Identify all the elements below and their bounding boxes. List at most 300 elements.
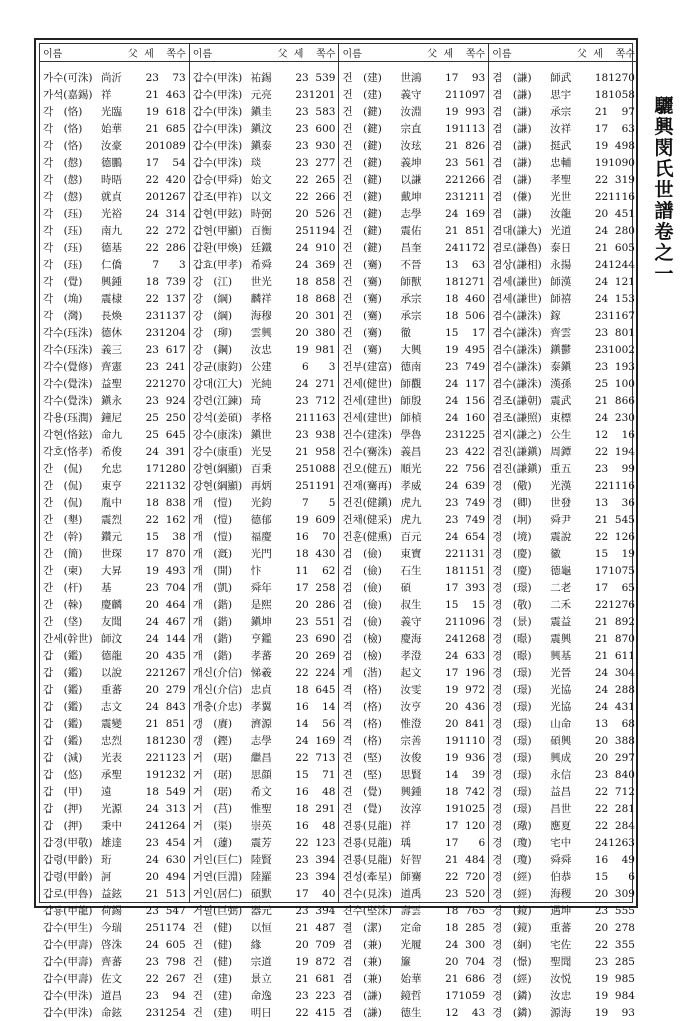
generation: 17 [594,122,609,135]
page-number: 493 [165,564,186,577]
father-name: 忠輔 [550,157,572,169]
father-name: 汝龍 [550,208,572,220]
index-row [339,902,488,919]
generation: 24 [145,445,159,458]
father-name: 忭 [250,565,262,577]
page-number: 153 [614,292,635,305]
generation: 19 [295,513,309,526]
person-name: 건오(健五) [342,463,392,475]
generation: 19 [145,105,159,118]
person-name: 건 (鍵) [342,106,382,118]
generation: 16 [594,853,609,866]
page-number: 388 [614,734,635,747]
page-number: 288 [614,683,635,696]
column-header [40,44,189,62]
generation: 23 [295,71,309,84]
generation: 24 [594,700,609,713]
page-number: 1271 [458,275,486,288]
father-name: 是熙 [250,599,272,611]
generation: 22 [295,836,309,849]
page-number: 467 [165,615,186,628]
index-row [190,409,339,426]
person-name: 건 (鍵) [342,191,382,203]
header-name: 이름 [43,49,63,60]
generation: 21 [445,972,459,985]
person-name: 검 (儉) [342,582,382,594]
page-number: 686 [465,972,486,985]
father-name: 昌奎 [400,242,422,254]
title-char: 驪 [654,95,674,117]
father-name: 震佑 [400,225,422,237]
generation: 17 [295,581,309,594]
person-name: 각 (覺) [43,276,83,288]
person-name: 건채(健采) [342,514,392,526]
generation: 25 [295,224,309,237]
father-name: 汝淳 [400,803,422,815]
index-row [489,545,638,562]
father-name: 訶 [101,871,112,883]
index-row [190,426,339,443]
father-name: 命逸 [250,990,272,1002]
father-name: 二老 [550,582,572,594]
father-name: 舜年 [250,582,272,594]
generation: 25 [295,462,309,475]
generation: 20 [295,326,309,339]
index-row [40,579,189,596]
index-row [339,171,488,188]
father-name: 雄達 [101,837,122,849]
index-row [339,358,488,375]
person-name: 겸조(謙朝) [492,395,542,407]
index-row [489,154,638,171]
page-number: 56 [322,717,336,730]
generation: 19 [445,802,459,815]
page-number: 801 [614,326,635,339]
page-number: 713 [315,751,336,764]
person-name: 경 (璟) [492,684,532,696]
generation: 15 [145,530,159,543]
page-number: 958 [315,445,336,458]
generation: 22 [145,513,159,526]
generation: 21 [145,88,159,101]
person-name: 검 (儉) [342,548,382,560]
father-name: 師獸 [400,276,422,288]
person-name: 갑경(甲敬) [43,837,93,849]
generation: 18 [295,547,309,560]
index-row [40,477,189,494]
index-row [40,307,189,324]
index-row [339,919,488,936]
header-generation: 세 [593,49,603,60]
generation: 19 [594,1006,609,1019]
index-row [339,698,488,715]
father-name: 遇坤 [550,905,572,917]
generation: 18 [145,496,159,509]
page-frame [34,38,638,1019]
generation: 17 [445,666,459,679]
page-number: 720 [465,870,486,883]
generation: 23 [594,343,609,356]
index-row [339,392,488,409]
person-name: 경 (鏡) [492,922,532,934]
generation: 18 [295,275,309,288]
person-name: 경 (儆) [492,480,532,492]
father-name: 景立 [250,973,272,985]
page-number: 1059 [458,989,486,1002]
page-number: 285 [465,921,486,934]
father-name: 泰鎭 [550,361,572,373]
father-name: 德龍 [101,650,122,662]
page-number: 938 [315,428,336,441]
father-name: 思賢 [400,769,422,781]
index-row [489,630,638,647]
father-name: 孝格 [250,412,272,424]
father-name: 周鐔 [550,446,572,458]
person-name: 겸수(謙洙) [492,310,542,322]
index-row [489,460,638,477]
generation: 22 [445,547,459,560]
index-row [190,902,339,919]
generation: 23 [445,156,459,169]
father-name: 光表 [101,752,122,764]
generation: 23 [295,139,309,152]
father-name: 震芳 [250,837,272,849]
index-row [40,103,189,120]
index-row [489,69,638,86]
generation: 24 [445,938,459,951]
father-name: 鑽元 [101,531,122,543]
person-name: 건 (建) [342,72,382,84]
index-row [190,86,339,103]
index-row [489,596,638,613]
index-row [190,970,339,987]
person-name: 겸 (謙) [492,123,532,135]
generation: 17 [445,819,459,832]
page-number: 277 [315,156,336,169]
page-number: 851 [165,717,186,730]
page-number: 985 [614,972,635,985]
person-name: 거 (莒) [192,803,233,815]
header-father: 父 [427,49,438,60]
page-number: 17 [471,326,486,339]
page-number: 431 [614,700,635,713]
person-name: 개 (開) [192,565,233,577]
index-row [40,732,189,749]
generation: 16 [295,819,309,832]
generation: 17 [594,581,609,594]
father-name: 定命 [400,922,422,934]
header-name: 이름 [492,49,512,60]
generation: 20 [594,734,609,747]
person-name: 각 (灣) [43,310,83,322]
index-row [190,681,339,698]
person-name: 가수(可洙) [43,72,93,84]
person-name: 겸지(謙之) [492,429,542,441]
person-name: 강수(康重) [192,446,243,458]
index-row [489,766,638,783]
generation: 25 [145,428,159,441]
generation: 21 [145,887,159,900]
index-row [339,341,488,358]
generation: 25 [145,411,159,424]
index-row [40,86,189,103]
father-name: 順光 [400,463,422,475]
person-name: 경 (憬) [492,956,532,968]
index-row [489,987,638,1004]
father-name: 珩 [101,854,112,866]
index-row [489,681,638,698]
index-row [339,715,488,732]
person-name: 강현(綱顯) [192,480,243,492]
person-name: 견수(堅洙) [342,905,392,917]
generation: 21 [445,853,459,866]
page-number: 196 [465,666,486,679]
page-number: 224 [315,666,336,679]
index-row [489,783,638,800]
generation: 24 [145,207,159,220]
person-name: 각수(覺修) [43,361,93,373]
index-row [190,222,339,239]
generation: 23 [594,904,609,917]
person-name: 겸 (兼) [342,956,382,968]
father-name: 徹 [400,327,411,339]
generation: 23 [145,309,159,322]
index-row [339,307,488,324]
page-number: 241 [165,360,186,373]
generation: 24 [445,632,459,645]
page-number: 430 [315,547,336,560]
index-row [489,613,638,630]
father-name: 應夏 [550,820,572,832]
page-number: 1088 [308,462,336,475]
page-number: 892 [614,615,635,628]
index-row [190,460,339,477]
index-row [339,800,488,817]
index-row [40,868,189,885]
page-number: 314 [165,207,186,220]
page-number: 1230 [159,734,186,747]
index-row [489,392,638,409]
page-number: 355 [614,938,635,951]
index-row [489,1004,638,1021]
page-number: 123 [315,836,336,849]
generation: 20 [295,938,309,951]
generation: 14 [445,768,459,781]
index-row [190,1004,339,1021]
index-row [489,324,638,341]
generation: 22 [594,598,609,611]
page-number: 301 [315,309,336,322]
page-number: 451 [614,207,635,220]
page-number: 144 [165,632,186,645]
generation: 24 [145,632,159,645]
page-number: 798 [165,955,186,968]
index-row [489,885,638,902]
father-name: 興成 [550,752,572,764]
father-name: 惟聖 [250,803,272,815]
father-name: 碩 [400,582,411,594]
generation: 24 [594,683,609,696]
page-number: 1280 [159,462,186,475]
index-row [40,800,189,817]
page-number: 73 [172,71,186,84]
father-name: 宅中 [550,837,572,849]
index-row [339,375,488,392]
index-row [40,222,189,239]
index-row [40,681,189,698]
index-row [190,171,339,188]
title-char: 興 [654,116,674,138]
index-row [489,664,638,681]
index-row [489,290,638,307]
father-name: 光臨 [101,106,122,118]
generation: 20 [594,887,609,900]
person-name: 갑효(甲孝) [192,259,243,271]
person-name: 격 (格) [342,684,382,696]
father-name: 宅佐 [550,939,572,951]
index-row [190,579,339,596]
index-table [39,43,635,1019]
person-name: 거 (琚) [192,752,233,764]
index-row [40,766,189,783]
father-name: 齊蕃 [101,956,122,968]
index-row [190,851,339,868]
page-number: 435 [165,649,186,662]
page-number: 48 [322,819,336,832]
father-name: 大昇 [101,565,122,577]
father-name: 益昌 [550,786,572,798]
father-name: 宗善 [400,735,422,747]
page-number: 39 [471,768,486,781]
father-name: 師汶 [101,633,122,645]
person-name: 간 (侃) [43,497,83,509]
person-name: 갑 (鑑) [43,684,83,696]
page-number: 137 [165,292,186,305]
index-row [339,460,488,477]
index-row [489,715,638,732]
index-row [339,426,488,443]
generation: 7 [302,496,309,509]
generation: 24 [594,275,609,288]
father-name: 二禾 [550,599,572,611]
generation: 13 [445,258,459,271]
generation: 22 [145,377,159,390]
person-name: 건세(健世) [342,378,392,390]
generation: 24 [145,819,159,832]
page-number: 420 [165,173,186,186]
father-name: 震變 [101,718,122,730]
father-name: 不晉 [400,259,422,271]
index-row [190,647,339,664]
father-name: 志文 [101,701,122,713]
person-name: 각 (慤) [43,191,83,203]
page-number: 169 [315,734,336,747]
index-column [40,44,190,1019]
generation: 13 [594,496,609,509]
index-row [190,69,339,86]
father-name: 百衡 [250,225,272,237]
father-name: 簾 [400,956,411,968]
page-number: 494 [165,870,186,883]
father-name: 宗直 [400,123,422,135]
father-name: 公生 [550,429,572,441]
index-row [339,290,488,307]
page-number: 1225 [458,428,486,441]
page-number: 487 [315,921,336,934]
index-column [339,44,489,1019]
index-row [190,443,339,460]
person-name: 경 (瓊) [492,854,532,866]
generation: 7 [152,258,159,271]
person-name: 갱 (鏗) [192,735,233,747]
person-name: 건 (騫) [342,327,382,339]
page-number: 749 [465,513,486,526]
father-name: 德南 [400,361,422,373]
page-number: 1075 [608,564,635,577]
index-row [489,528,638,545]
father-name: 明日 [250,1007,272,1019]
generation: 22 [594,785,609,798]
person-name: 겸 (謙) [492,174,532,186]
index-column [190,44,340,1019]
index-row [190,936,339,953]
index-row [339,732,488,749]
title-char: 世 [654,179,674,201]
index-row [339,681,488,698]
generation: 24 [594,411,609,424]
index-row [339,579,488,596]
index-row [339,851,488,868]
father-name: 命九 [101,429,122,441]
index-row [190,494,339,511]
father-name: 始文 [250,174,272,186]
page-number: 709 [315,938,336,951]
father-name: 思宇 [550,89,572,101]
generation: 22 [594,530,609,543]
generation: 19 [445,105,459,118]
person-name: 강현(綱顯) [192,463,243,475]
father-name: 震烈 [101,514,122,526]
index-row [40,528,189,545]
person-name: 경 (鏡) [492,905,532,917]
person-name: 강 (珋) [192,327,233,339]
generation: 18 [594,88,609,101]
index-row [40,630,189,647]
person-name: 겸 (兼) [342,939,382,951]
generation: 22 [145,751,159,764]
page-number: 117 [465,377,486,390]
person-name: 검 (檢) [342,633,382,645]
index-row [40,919,189,936]
person-name: 경 (坰) [492,514,532,526]
father-name: 昌世 [550,803,572,815]
father-name: 南九 [101,225,122,237]
generation: 17 [594,564,609,577]
generation: 18 [145,275,159,288]
father-name: 師殷 [400,395,422,407]
index-row [40,188,189,205]
father-name: 基 [101,582,112,594]
father-name: 汝忠 [250,344,272,356]
person-name: 검 (儉) [342,565,382,577]
person-name: 건부(建富) [342,361,392,373]
index-row [339,613,488,630]
person-name: 강 (綱) [192,293,233,305]
page-number: 16 [621,428,635,441]
page-number: 645 [315,683,336,696]
person-name: 갑 (鑑) [43,667,83,679]
index-row [339,987,488,1004]
